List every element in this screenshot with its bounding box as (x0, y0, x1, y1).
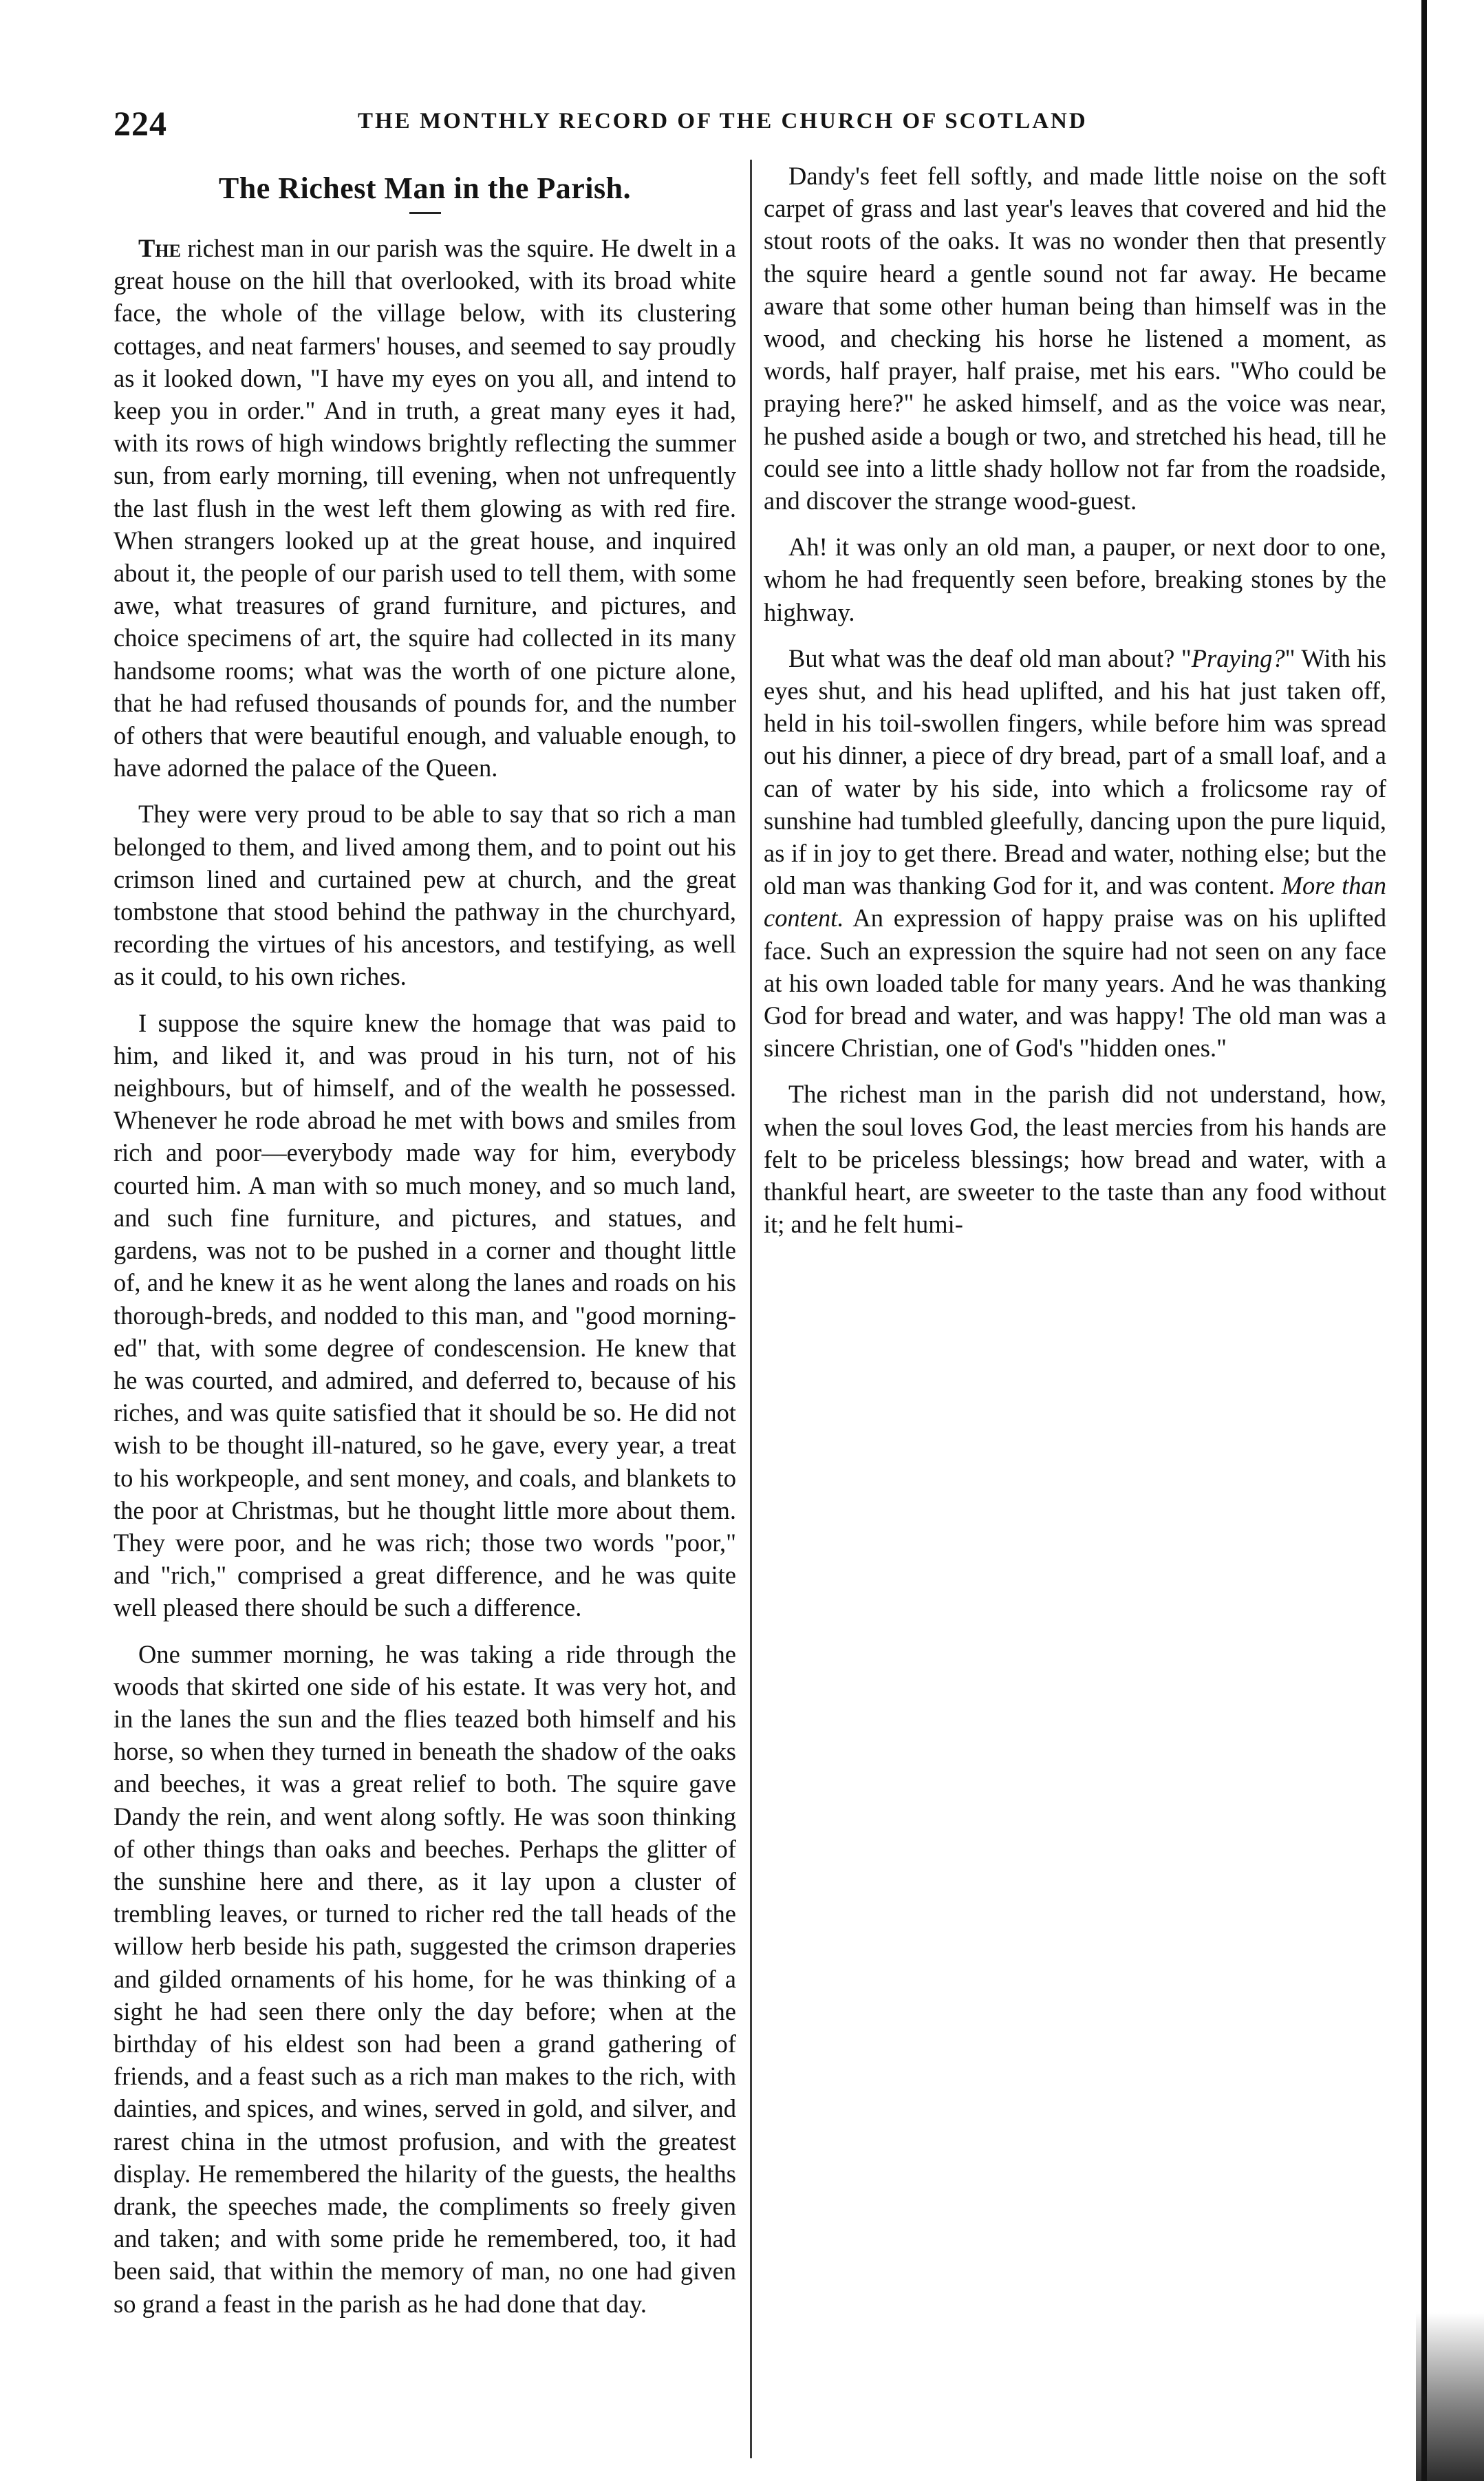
paragraph-1-text: richest man in our parish was the squire. He dwelt in a great house on the hill that overlooked, with its broad white face, the whole of the village below, with its clustering cottages, and neat farmers' houses, and seemed to say proudly as it looked down, "I have my eyes on you all, and intend to keep you in order." And in truth, a great many eyes it had, with its rows of high windows brightly reflecting the summer sun, from early morning, till evening, when not unfrequently the last flush in the west left them glowing as with red fire. When strangers looked up at the great house, and inquired about it, the people of our parish used to tell them, with some awe, what treasures of grand furniture, and pictures, and choice specimens of art, the squire had collected in its many handsome rooms; what was the worth of one picture alone, that he had refused thousands of pounds for, and the number of others that were beautiful enough, and valuable enough, to have adorned the palace of the Queen. (114, 234, 736, 782)
running-title: THE MONTHLY RECORD OF THE CHURCH OF SCOTLAND (358, 109, 1088, 134)
page-number: 224 (114, 104, 167, 142)
page-border-rule (1419, 0, 1484, 2481)
paragraph-7-text-c: An expression of happy praise was on his uplifted face. Such an expression the squire had not seen on any face at his own loaded table for many years. And he was thanking God for bread and water, and was happy! The old man was a sincere Christian, one of God's "hidden ones." (764, 904, 1386, 1063)
article-column-left (114, 160, 736, 2458)
paragraph-7-praying: Praying? (1191, 643, 1285, 672)
paragraph-7 (764, 642, 1386, 1065)
paragraph-7-more-than-content: More than content. (764, 871, 1386, 933)
paragraph-3: I suppose the squire knew the homage that was paid to him, and liked it, and was proud in his turn, not of his neighbours, but of himself, and of the wealth he possessed. Whenever he rode abroad he met with bows and smiles from rich and poor—everybody made way for him, everybody courted him. A man with so much money, and so much land, and such fine furniture, and pictures, and statues, and gardens, was not to be pushed in a corner and thought little of, and he knew it as he went along the lanes and roads on his thorough-breds, and nodded to this man, and "good morning-ed" that, with some degree of condescension. He knew that he was courted, and admired, and deferred to, because of his riches, and was quite satisfied that it should be so. He did not wish to be thought ill-natured, so he gave, every year, a treat to his workpeople, and sent money, and coals, and blankets to the poor at Christmas, but he thought little more about them. They were poor, and he was rich; those two words "poor," and "rich," comprised a great difference, and he was quite well pleased there should be such a difference. (114, 1008, 736, 1622)
paragraph-1 (114, 232, 736, 784)
title-dash (409, 212, 441, 214)
paragraph-7-text-b: " With his eyes shut, and his head uplifted, and his hat just taken off, held in his toil-swollen fingers, while before him was spread out his dinner, a piece of dry bread, part of a small loaf, and a can of water by his side, into which a frolicsome ray of sunshine had tumbled gleefully, dancing upon the pure liquid, as if in joy to get there. Bread and water, nothing else; but the old man was thanking God for it, and was content. (764, 643, 1386, 900)
paragraph-7-text-a: But what was the deaf old man about? " (788, 643, 1192, 672)
article-title: The Richest Man in the Parish. (218, 171, 632, 205)
page-edge-shadow (1416, 2312, 1484, 2481)
paragraph-6: Ah! it was only an old man, a pauper, or next door to one, whom he had frequently seen before, breaking stones by the highway. (764, 533, 1386, 626)
article-column-right (764, 160, 1386, 2458)
paragraph-2: They were very proud to be able to say that so rich a man belonged to them, and lived among them, and to point out his crimson lined and curtained pew at church, and the great tombstone that stood behind the pathway in the churchyard, recording the virtues of his ancestors, and testifying, as well as it could, to his own riches. (114, 800, 736, 991)
paragraph-8: The richest man in the parish did not understand, how, when the soul loves God, the least mercies from his hands are felt to be priceless blessings; how bread and water, with a thankful heart, are sweeter to the taste than any food without it; and he felt humi- (764, 1080, 1386, 1239)
paragraph-5: Dandy's feet fell softly, and made little noise on the soft carpet of grass and last year's leaves that covered and hid the stout roots of the oaks. It was no wonder then that presently the squire heard a gentle sound not far away. He became aware that some other human being than himself was in the wood, and checking his horse he listened a moment, as words, half prayer, half praise, met his ears. "Who could be praying here?" he asked himself, and as the voice was near, he pushed aside a bough or two, and stretched his head, till he could see into a little shady hollow not far from the roadside, and discover the strange wood-guest. (764, 162, 1386, 515)
paragraph-1-lead: The (138, 234, 181, 262)
column-divider (750, 160, 752, 2458)
paragraph-4: One summer morning, he was taking a ride through the woods that skirted one side of his estate. It was very hot, and in the lanes the sun and the flies teazed both himself and his horse, so when they turned in beneath the shadow of the oaks and beeches, it was a great relief to both. The squire gave Dandy the rein, and went along softly. He was soon thinking of other things than oaks and beeches. Perhaps the glitter of the sunshine here and there, as it lay upon a cluster of trembling leaves, or turned to richer red the tall heads of the willow herb beside his path, suggested the crimson draperies and gilded ornaments of his home, for he was thinking of a sight he had seen there only the day before; when at the birthday of his eldest son had been a grand gathering of friends, and a feast such as a rich man makes to the rich, with dainties, and spices, and wines, served in gold, and silver, and rarest china in the utmost profusion, and with the greatest display. He remembered the hilarity of the guests, the healths drank, the speeches made, the compliments so freely given and taken; and with some pride he remembered, too, it had been said, that within the memory of man, no one had given so grand a feast in the parish as he had done that day. (114, 1639, 736, 2318)
